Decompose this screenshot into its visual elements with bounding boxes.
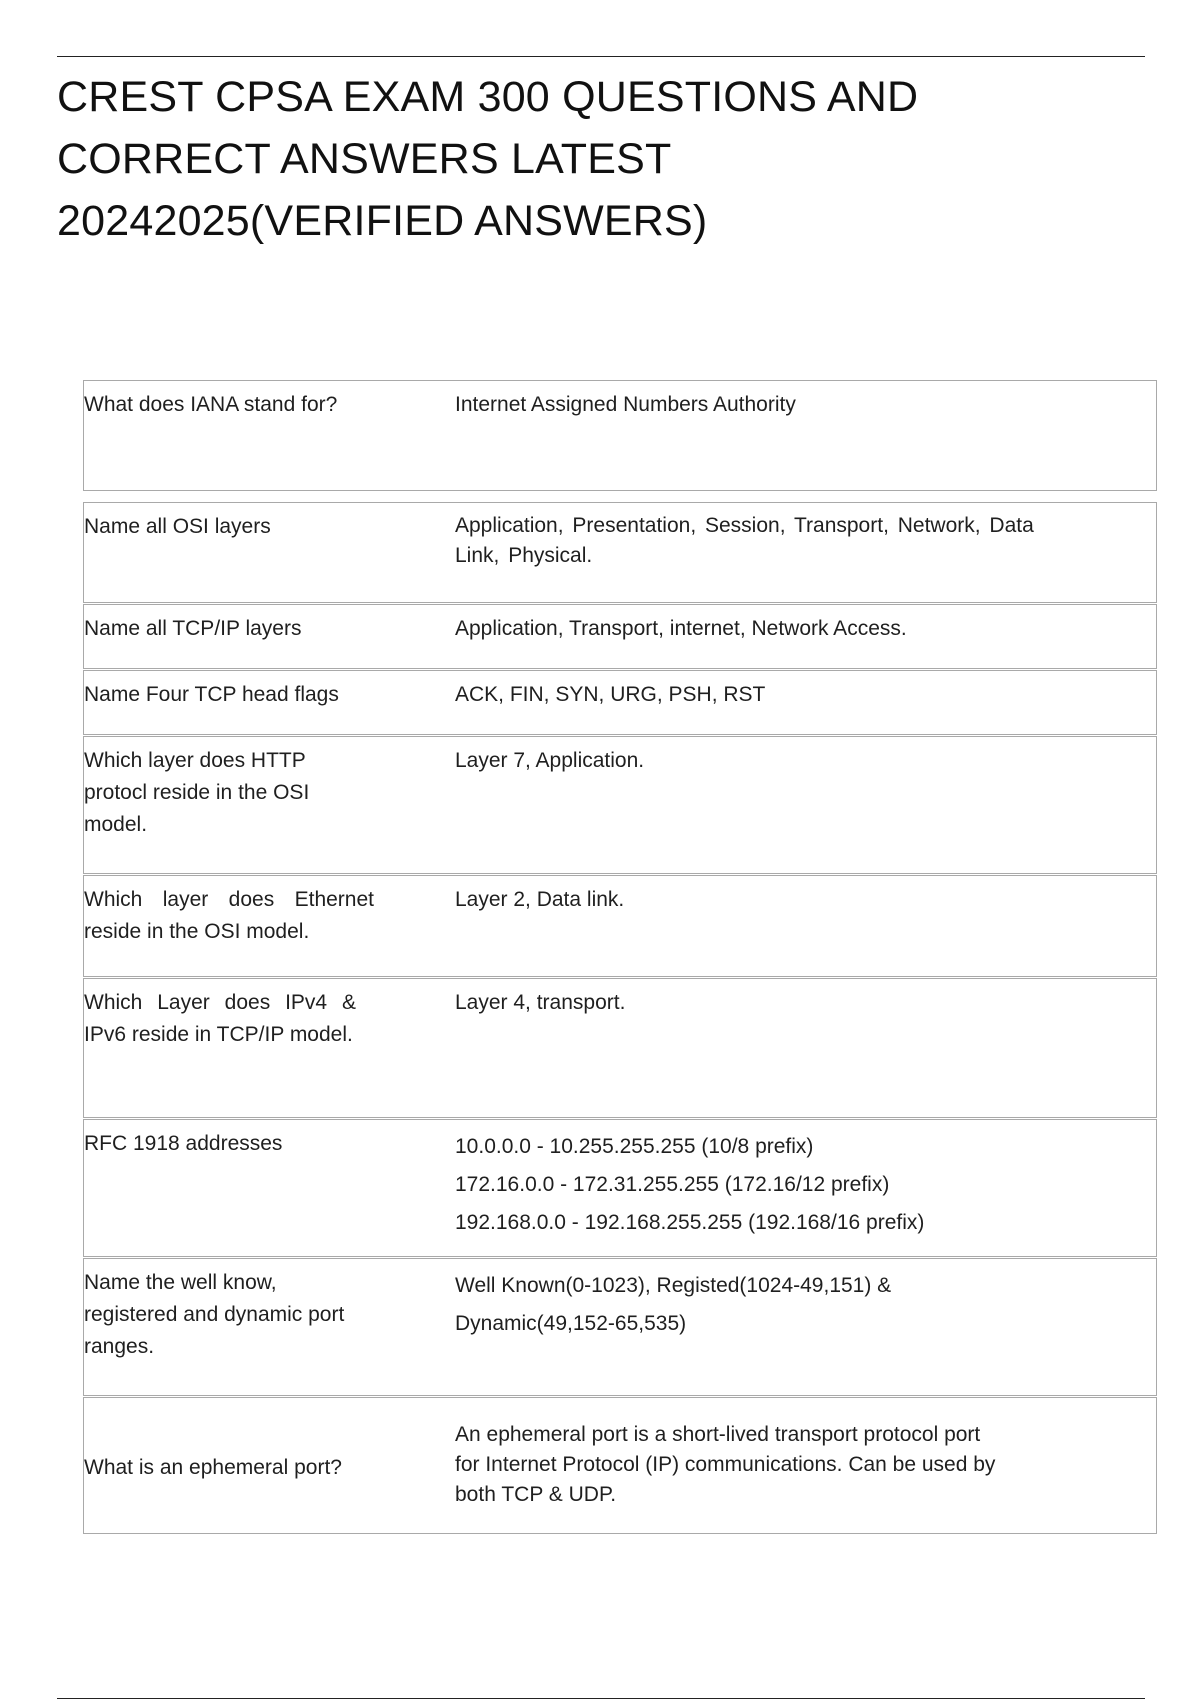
question-line: What is an ephemeral port? [84,1456,342,1479]
answer [455,389,1055,421]
flashcard [83,380,1157,491]
question-line: Which layer does Ethernet [84,888,374,911]
answer-line: Layer 4, transport. [455,991,626,1014]
question-line: model. [84,813,148,836]
question-line: reside in the OSI model. [84,920,310,943]
answer-line: An ephemeral port is a short-lived transport protocol port [455,1423,981,1446]
answer-line: Well Known(0-1023), Registed(1024-49,151) & [455,1274,892,1297]
question [84,613,374,645]
question-line: Name all OSI layers [84,515,271,538]
answer-line: ACK, FIN, SYN, URG, PSH, RST [455,683,766,706]
question-line: Which layer does HTTP [84,749,306,772]
answer [455,1420,1055,1510]
answer-line: Application, Presentation, Session, Transport, Network, Data [455,514,1034,537]
question-line: Which Layer does IPv4 & [84,991,356,1014]
flashcard [83,502,1157,603]
flashcard [83,875,1157,977]
question [84,389,374,421]
title-line: CORRECT ANSWERS LATEST [57,135,672,183]
answer-line: Application, Transport, internet, Network Access. [455,617,907,640]
answer [455,511,1055,571]
top-rule [57,56,1145,57]
answer [455,987,1055,1019]
flashcard [83,1258,1157,1396]
question-line: ranges. [84,1335,155,1358]
flashcard [83,736,1157,874]
answer-line: 10.0.0.0 - 10.255.255.255 (10/8 prefix) [455,1135,814,1158]
question [84,884,374,948]
answer-line: Layer 7, Application. [455,749,645,772]
question [84,1267,374,1363]
question [84,679,374,711]
flashcard [83,604,1157,669]
answer-line: 192.168.0.0 - 192.168.255.255 (192.168/16 prefix) [455,1211,925,1234]
answer-line: Internet Assigned Numbers Authority [455,393,796,416]
question-line: protocl reside in the OSI [84,781,310,804]
answer [455,1267,1055,1343]
answer-line: Layer 2, Data link. [455,888,625,911]
question [84,1452,374,1484]
question-line: Name Four TCP head flags [84,683,339,706]
answer [455,1128,1055,1242]
flashcard [83,1397,1157,1534]
title-line: CREST CPSA EXAM 300 QUESTIONS AND [57,73,919,121]
question [84,745,374,841]
answer [455,679,1055,711]
question-line: Name all TCP/IP layers [84,617,302,640]
question-line: Name the well know, [84,1271,277,1294]
answer-line: Link, Physical. [455,544,593,567]
question-line: What does IANA stand for? [84,393,338,416]
question-line: RFC 1918 addresses [84,1132,283,1155]
answer [455,745,1055,777]
answer-line: 172.16.0.0 - 172.31.255.255 (172.16/12 prefix) [455,1173,890,1196]
title-line: 20242025(VERIFIED ANSWERS) [57,197,708,245]
answer [455,884,1055,916]
question [84,511,374,543]
question [84,1128,374,1160]
question-line: IPv6 reside in TCP/IP model. [84,1023,353,1046]
flashcard [83,1119,1157,1257]
question [84,987,356,1051]
document-title [57,66,1057,252]
bottom-rule [57,1698,1145,1699]
answer-line: for Internet Protocol (IP) communications. Can be used by [455,1453,996,1476]
flashcard [83,670,1157,735]
flashcard [83,978,1157,1118]
question-line: registered and dynamic port [84,1303,345,1326]
answer-line: Dynamic(49,152-65,535) [455,1312,687,1335]
answer [455,613,1055,645]
answer-line: both TCP & UDP. [455,1483,617,1506]
